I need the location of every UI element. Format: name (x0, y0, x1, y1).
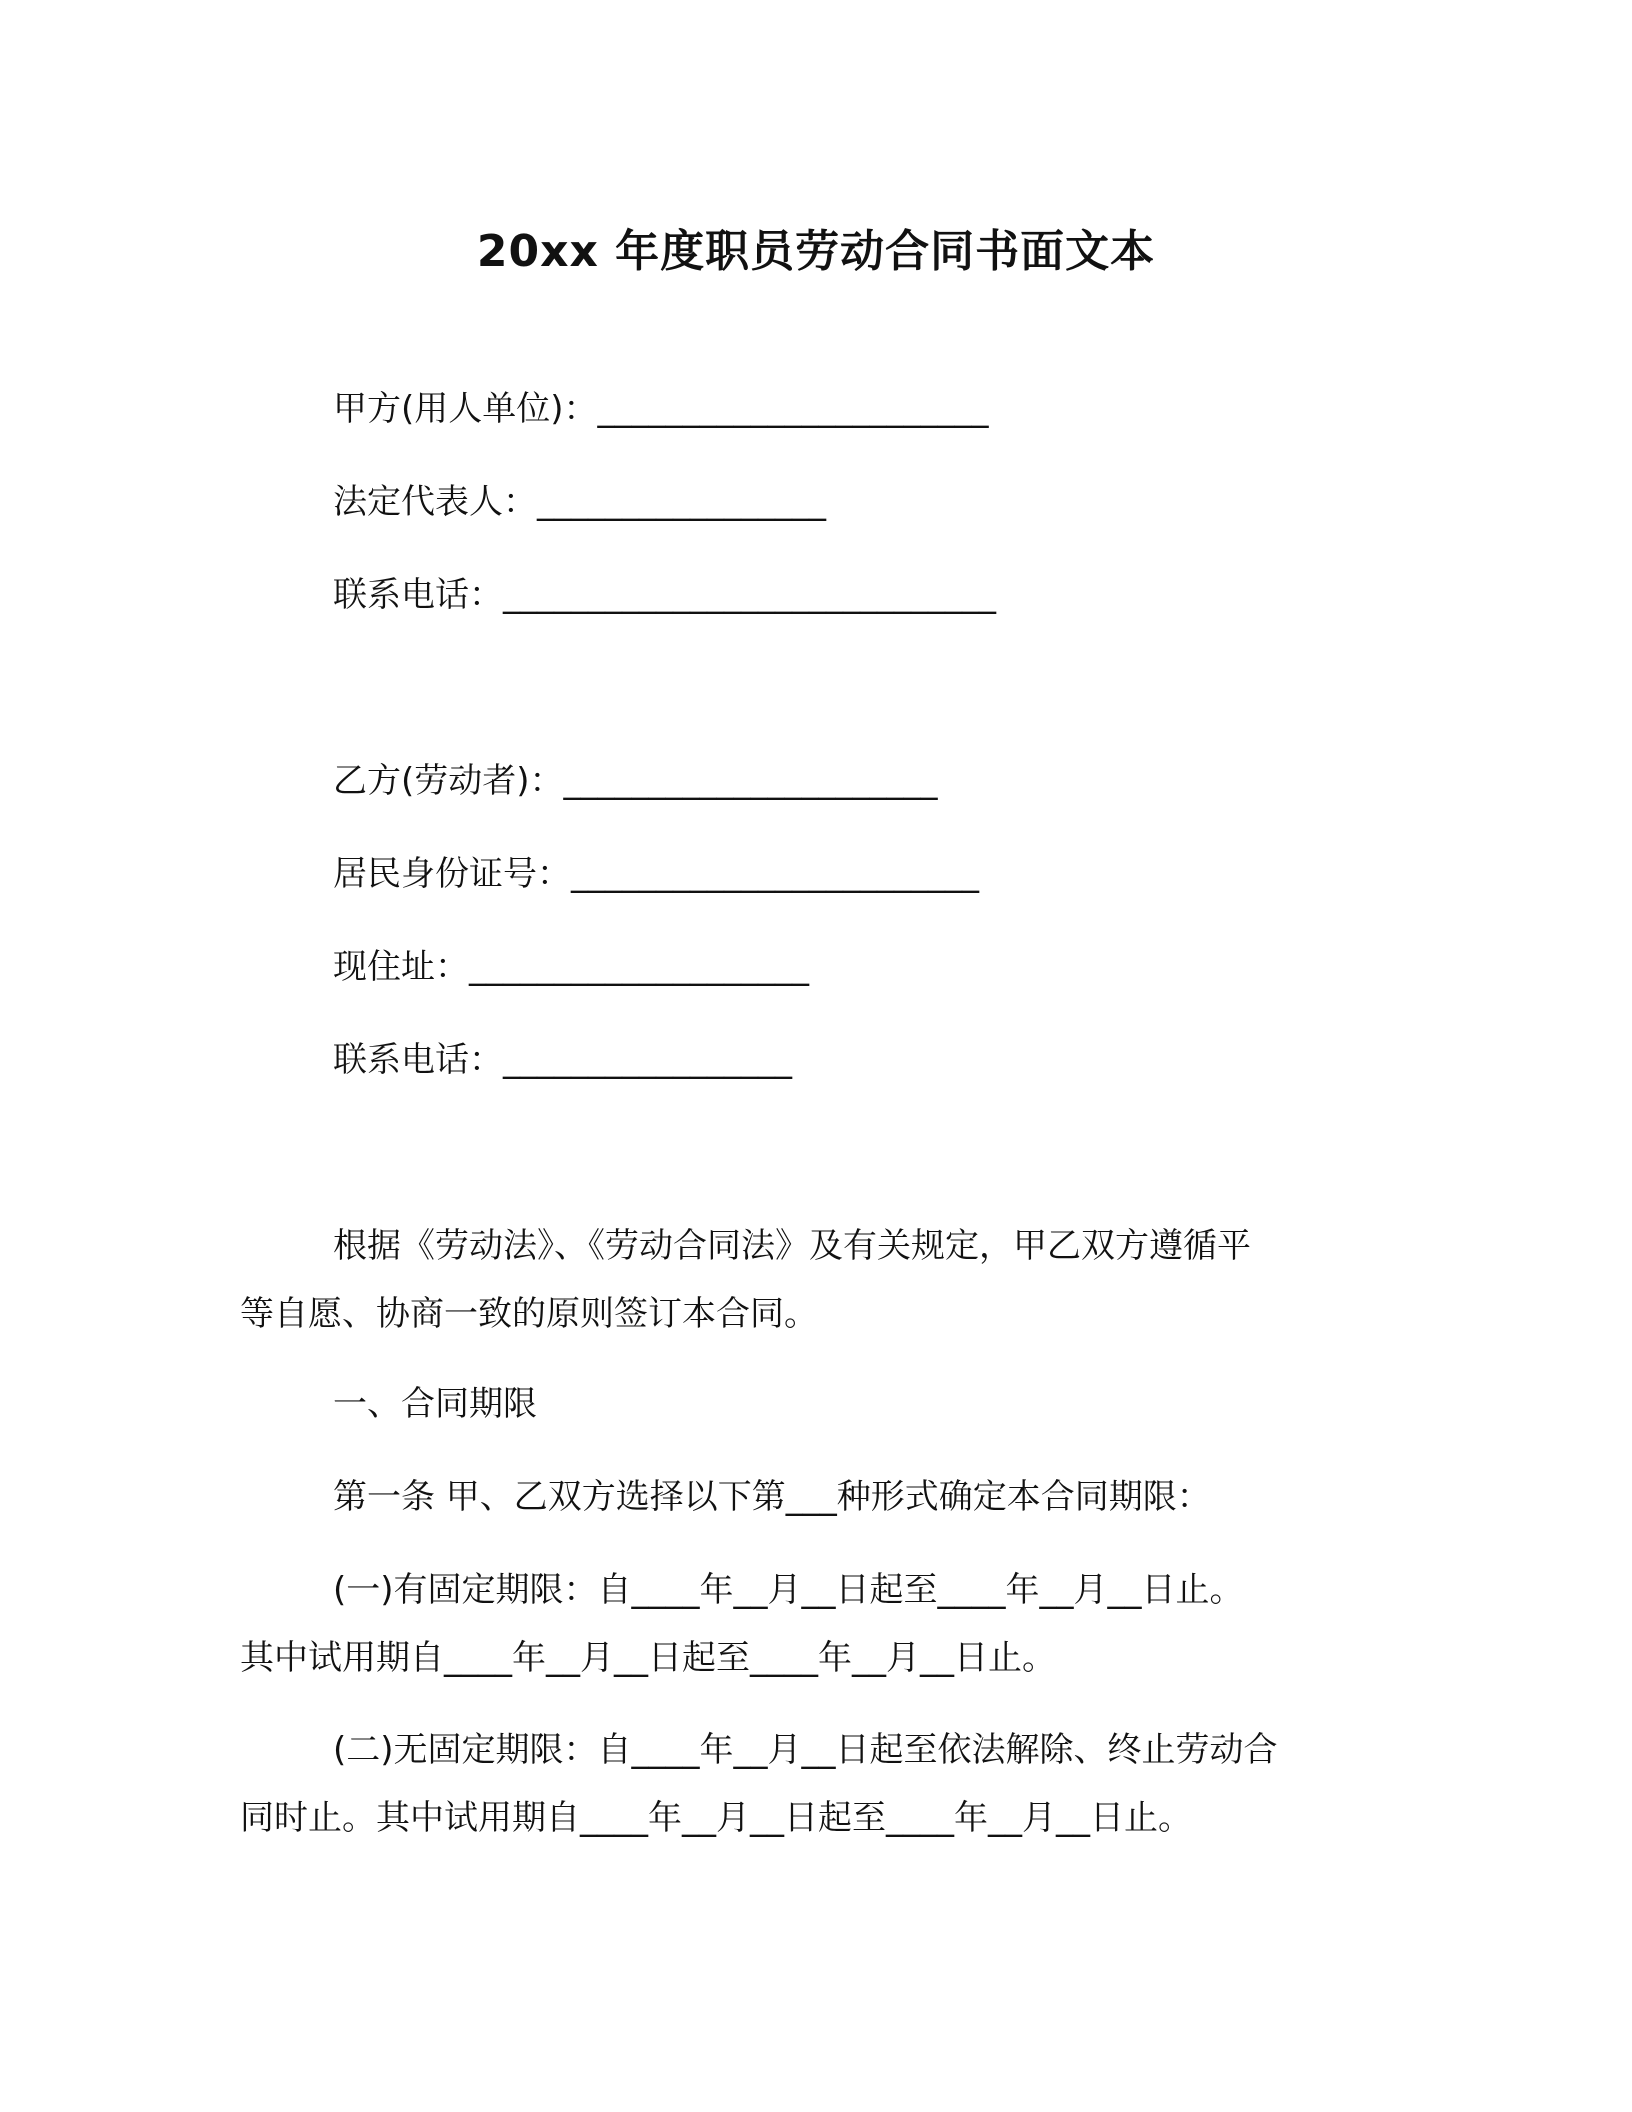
section1-heading: 一、合同期限 (333, 1384, 537, 1424)
article-one (240, 1463, 1400, 1531)
worker-phone-field: 联系电话：_________________ (333, 1040, 792, 1080)
document-title: 20xx 年度职员劳动合同书面文本 (476, 226, 1156, 277)
open-term-paragraph (240, 1716, 1400, 1852)
intro-paragraph (240, 1212, 1400, 1348)
open-term-line-2: 同时止。其中试用期自____年__月__日起至____年__月__日止。 (240, 1798, 1192, 1838)
fixed-term-line-1: (一)有固定期限：自____年__月__日起至____年__月__日止。 (333, 1570, 1244, 1610)
intro-line-2: 等自愿、协商一致的原则签订本合同。 (240, 1294, 818, 1334)
employer-phone-field: 联系电话：_____________________________ (333, 575, 996, 615)
article1-text: 第一条 甲、乙双方选择以下第___种形式确定本合同期限： (333, 1477, 1211, 1517)
legal-representative-field: 法定代表人：_________________ (333, 482, 826, 522)
worker-field: 乙方(劳动者)：______________________ (333, 761, 938, 801)
fixed-term-line-2: 其中试用期自____年__月__日起至____年__月__日止。 (240, 1638, 1056, 1678)
intro-line-1: 根据《劳动法》、《劳动合同法》及有关规定，甲乙双方遵循平 (333, 1226, 1251, 1266)
fixed-term-paragraph (240, 1556, 1400, 1692)
address-field: 现住址：____________________ (333, 947, 809, 987)
open-term-line-1: (二)无固定期限：自____年__月__日起至依法解除、终止劳动合 (333, 1730, 1278, 1770)
employer-field: 甲方(用人单位)：_______________________ (333, 389, 989, 429)
id-number-field: 居民身份证号：________________________ (333, 854, 979, 894)
section-heading (240, 1370, 1400, 1438)
